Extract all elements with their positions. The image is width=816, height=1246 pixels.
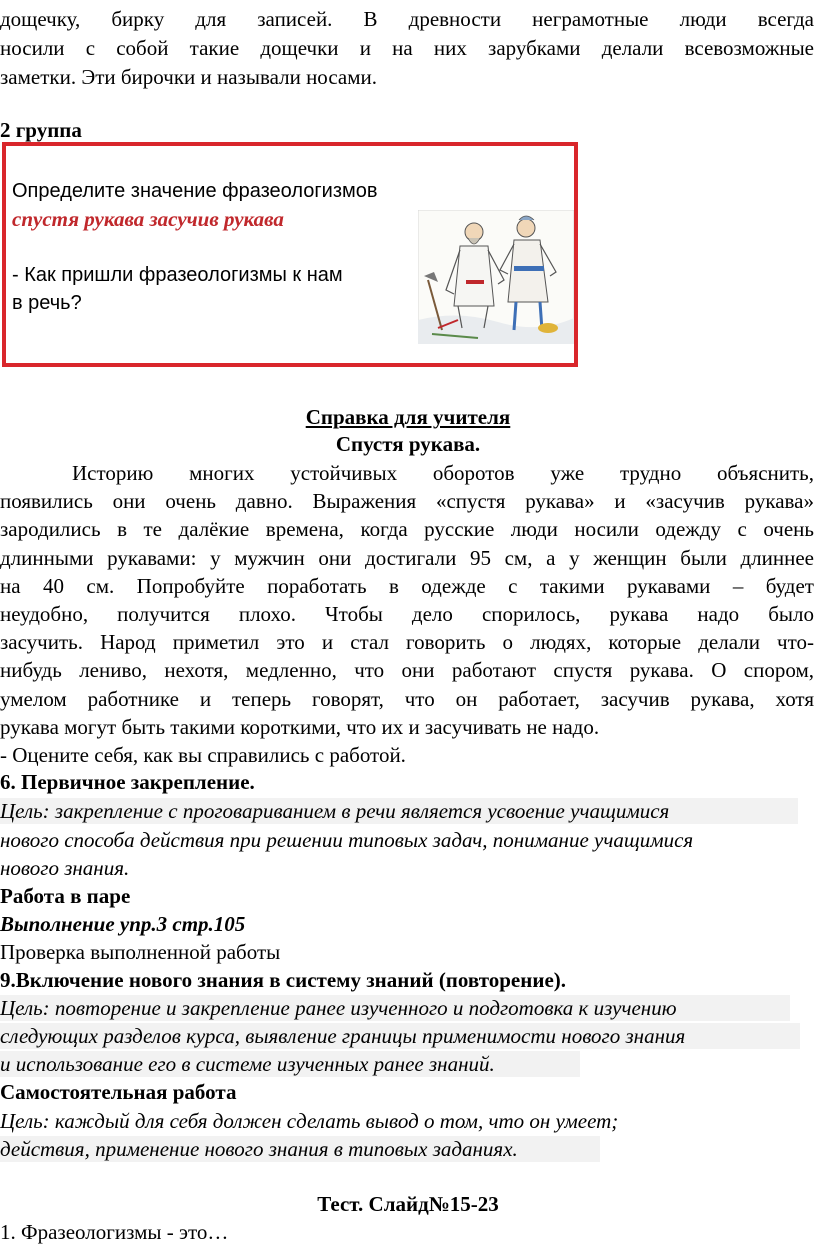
box-question: Определите значение фразеологизмов: [12, 180, 378, 202]
section6-goal-line-3: нового знания.: [0, 856, 130, 880]
intro-line-3: заметки. Эти бирочки и называли носами.: [0, 65, 378, 89]
reference-line-8: нибудь лениво, нехотя, медленно, что они работают спустя рукава. О спором,: [0, 658, 814, 682]
reference-line-4: длинными рукавами: у мужчин они достигали 95 см, а у женщин были длиннее: [0, 546, 814, 570]
section9-heading: 9.Включение нового знания в систему знаний (повторение).: [0, 968, 567, 992]
reference-line-7: засучить. Народ приметил это и стал говорить о людях, которые делали что-: [0, 630, 814, 654]
task-box: [2, 142, 578, 367]
independent-goal-line-1: Цель: каждый для себя должен сделать вывод о том, что он умеет;: [0, 1109, 619, 1133]
pair-work-heading: Работа в паре: [0, 884, 131, 908]
box-question-2-line-1: - Как пришли фразеологизмы к нам: [12, 264, 343, 286]
section9-goal-line-3: и использование его в системе изученных ранее знаний.: [0, 1051, 580, 1077]
intro-line-1: дощечку, бирку для записей. В древности неграмотные люди всегда: [0, 7, 814, 31]
section6-goal-line-1: Цель: закрепление с проговариванием в речи является усвоение учащимися: [0, 798, 798, 824]
reference-subtitle: Спустя рукава.: [335, 432, 481, 456]
independent-goal-line-2: действия, применение нового знания в типовых заданиях.: [0, 1136, 600, 1162]
check-line: Проверка выполненной работы: [0, 940, 281, 964]
reference-line-5: на 40 см. Попробуйте поработать в одежде с такими рукавами – будет: [0, 574, 814, 598]
section9-goal-line-1: Цель: повторение и закрепление ранее изученного и подготовка к изучению: [0, 995, 790, 1021]
section6-goal-line-2: нового способа действия при решении типовых задач, понимание учащимися: [0, 828, 694, 852]
box-question-2-line-2: в речь?: [12, 292, 82, 314]
test-question-1: 1. Фразеологизмы - это…: [0, 1220, 229, 1244]
reference-line-2: появились они очень давно. Выражения «спустя рукава» и «засучив рукава»: [0, 489, 814, 513]
independent-work-heading: Самостоятельная работа: [0, 1080, 237, 1104]
exercise-line: Выполнение упр.3 стр.105: [0, 912, 246, 936]
group2-heading: 2 группа: [0, 118, 82, 142]
section6-heading: 6. Первичное закрепление.: [0, 770, 255, 794]
box-idioms: спустя рукава засучив рукава: [12, 207, 284, 231]
reference-line-10: рукава могут быть такими короткими, что их и засучивать не надо.: [0, 715, 600, 739]
reference-line-3: зародились в те далёкие времена, когда русские люди носили одежду с очень: [0, 517, 814, 541]
intro-line-2: носили с собой такие дощечки и на них зарубками делали всевозможные: [0, 36, 814, 60]
reference-line-6: неудобно, получится плохо. Чтобы дело спорилось, рукава надо было: [0, 602, 814, 626]
test-title: Тест. Слайд№15-23: [317, 1192, 499, 1216]
self-assessment: - Оцените себя, как вы справились с работой.: [0, 743, 406, 767]
two-peasants-illustration: [418, 210, 574, 344]
reference-title: Справка для учителя: [305, 405, 511, 429]
section9-goal-line-2: следующих разделов курса, выявление границы применимости нового знания: [0, 1023, 800, 1049]
reference-line-1: Историю многих устойчивых оборотов уже трудно объяснить,: [72, 461, 814, 485]
reference-line-9: умелом работнике и теперь говорят, что он работает, засучив рукава, хотя: [0, 687, 814, 711]
